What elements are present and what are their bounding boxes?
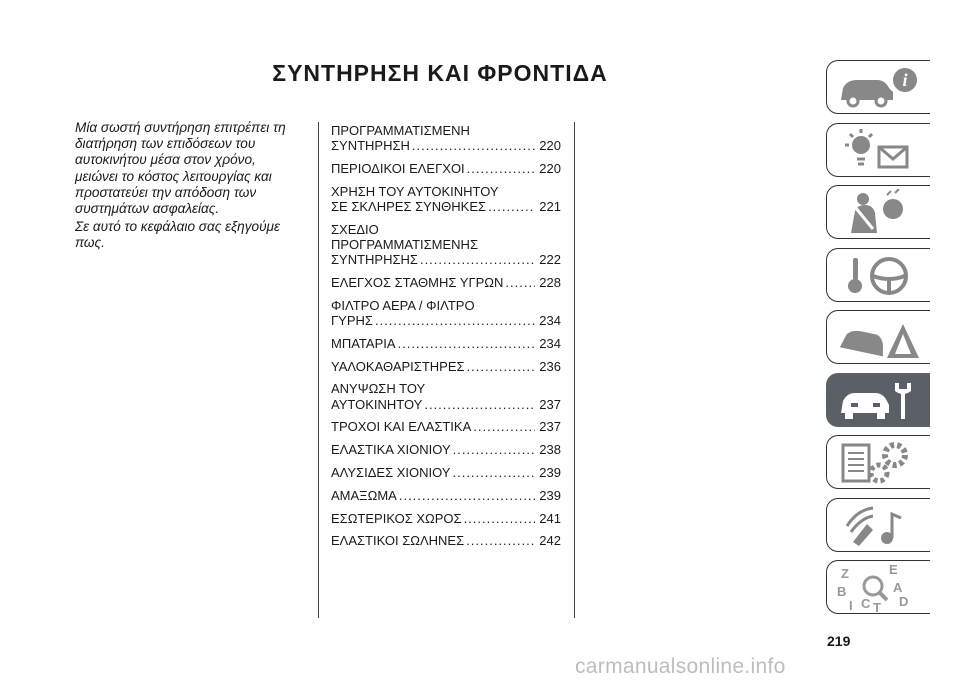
toc-entry-title: ΣΕ ΣΚΛΗΡΕΣ ΣΥΝΘΗΚΕΣ — [331, 199, 487, 214]
toc-entry-leader-row — [331, 161, 561, 176]
toc-entry[interactable] — [331, 275, 561, 290]
toc-dot-leader — [412, 138, 535, 153]
index-letter-c: C — [861, 596, 871, 611]
toc-dot-leader — [473, 419, 535, 434]
toc-entry-title: ΕΛΑΣΤΙΚΑ ΧΙΟΝΙΟΥ — [331, 442, 451, 458]
index-letter-d: D — [899, 594, 909, 609]
toc-entry-leader-row — [331, 275, 561, 290]
intro-paragraph-1: Μία σωστή συντήρηση επιτρέπει τη διατήρηση των επιδόσεων του αυτοκινήτου μέσα στον χρόνο, μειώνει το κόστος λειτουργίας και προστατεύει την απόδοση των συστημάτων ασφαλείας. — [75, 120, 286, 217]
toc-dot-leader — [424, 397, 535, 412]
index-letter-e: E — [889, 564, 898, 577]
toc-entry-leader-row — [331, 359, 561, 374]
toc-entry-title: ΕΛΑΣΤΙΚΟΙ ΣΩΛΗΝΕΣ — [331, 533, 465, 549]
column-divider-right — [574, 122, 575, 618]
toc-entry-line: ΧΡΗΣΗ ΤΟΥ ΑΥΤΟΚΙΝΗΤΟΥ — [331, 183, 499, 199]
index-letter-z: Z — [841, 566, 849, 581]
toc-entry-leader-row — [331, 336, 561, 351]
toc-entry[interactable] — [331, 465, 561, 480]
table-of-contents — [331, 123, 561, 556]
specifications-icon — [833, 439, 925, 487]
toc-entry[interactable] — [331, 123, 561, 153]
tab-emergency[interactable] — [826, 310, 930, 364]
toc-entry[interactable] — [331, 161, 561, 176]
toc-entry[interactable] — [331, 381, 561, 411]
toc-entry-title: ΑΜΑΞΩΜΑ — [331, 487, 397, 503]
toc-dot-leader — [466, 533, 535, 548]
multimedia-icon — [833, 502, 925, 550]
toc-entry-title: ΕΛΕΓΧΟΣ ΣΤΑΘΜΗΣ ΥΓΡΩΝ — [331, 275, 504, 290]
toc-entry-leader-row — [331, 511, 561, 526]
toc-page-number: 239 — [539, 487, 561, 503]
chapter-intro — [75, 120, 300, 254]
toc-entry[interactable] — [331, 184, 561, 214]
index-letter-i: I — [849, 598, 853, 612]
toc-dot-leader — [420, 252, 535, 267]
tab-index[interactable] — [826, 560, 930, 614]
toc-entry-line: ΦΙΛΤΡΟ ΑΕΡΑ / ΦΙΛΤΡΟ — [331, 297, 475, 313]
car-maintenance-icon — [833, 377, 925, 425]
toc-entry[interactable] — [331, 442, 561, 457]
tab-safety[interactable] — [826, 185, 930, 239]
car-info-icon — [833, 64, 925, 112]
toc-entry[interactable] — [331, 419, 561, 434]
chapter-tabs — [826, 60, 930, 623]
toc-dot-leader — [467, 161, 536, 176]
svg-text:i: i — [902, 70, 908, 90]
toc-entry-leader-row — [331, 397, 561, 412]
toc-page-number: 221 — [539, 199, 561, 214]
toc-entry-leader-row — [331, 138, 561, 153]
toc-page-number: 238 — [539, 442, 561, 458]
toc-entry-title: ΜΠΑΤΑΡΙΑ — [331, 335, 396, 351]
toc-entry[interactable] — [331, 533, 561, 548]
toc-entry[interactable] — [331, 511, 561, 526]
toc-entry-title: ΕΣΩΤΕΡΙΚΟΣ ΧΩΡΟΣ — [331, 510, 462, 526]
toc-entry[interactable] — [331, 222, 561, 268]
toc-dot-leader — [453, 442, 536, 457]
tab-maintenance[interactable] — [826, 373, 930, 427]
toc-page-number: 241 — [539, 510, 561, 526]
toc-dot-leader — [452, 465, 535, 480]
toc-dot-leader — [464, 511, 536, 526]
seatbelt-airbag-icon — [833, 189, 925, 237]
index-letter-b: B — [837, 584, 847, 599]
index-icon — [833, 564, 925, 612]
steering-wheel-icon — [833, 252, 925, 300]
toc-entry-title: ΑΥΤΟΚΙΝΗΤΟΥ — [331, 396, 423, 412]
watermark: carmanualsonline.info — [575, 655, 786, 678]
toc-entry-leader-row — [331, 252, 561, 267]
toc-page-number: 234 — [539, 313, 561, 328]
toc-entry[interactable] — [331, 336, 561, 351]
toc-entry-leader-row — [331, 419, 561, 434]
toc-dot-leader — [467, 359, 536, 374]
toc-entry-line: ΑΝΥΨΩΣΗ ΤΟΥ — [331, 381, 426, 397]
toc-page-number: 222 — [539, 252, 561, 268]
toc-entry[interactable] — [331, 488, 561, 503]
toc-page-number: 237 — [539, 396, 561, 412]
tab-multimedia[interactable] — [826, 498, 930, 552]
toc-page-number: 220 — [539, 138, 561, 154]
toc-dot-leader — [505, 275, 535, 290]
toc-dot-leader — [375, 313, 535, 328]
toc-page-number: 234 — [539, 335, 561, 351]
tab-car-info[interactable] — [826, 60, 930, 114]
warning-lights-icon — [833, 127, 925, 175]
toc-entry-title: ΤΡΟΧΟΙ ΚΑΙ ΕΛΑΣΤΙΚΑ — [331, 419, 472, 435]
toc-entry-line: ΠΡΟΓΡΑΜΜΑΤΙΣΜΕΝΗΣ — [331, 237, 478, 252]
toc-page-number: 239 — [539, 464, 561, 480]
toc-dot-leader — [488, 199, 535, 214]
toc-entry-title: ΑΛΥΣΙΔΕΣ ΧΙΟΝΙΟΥ — [331, 464, 451, 480]
toc-entry-title: ΥΑΛΟΚΑΘΑΡΙΣΤΗΡΕΣ — [331, 358, 465, 374]
toc-page-number: 242 — [539, 533, 561, 549]
toc-entry-leader-row — [331, 488, 561, 503]
toc-dot-leader — [398, 336, 536, 351]
tab-specifications[interactable] — [826, 435, 930, 489]
toc-dot-leader — [399, 488, 535, 503]
toc-entry[interactable] — [331, 359, 561, 374]
toc-page-number: 237 — [539, 419, 561, 435]
chapter-title: ΣΥΝΤΗΡΗΣΗ ΚΑΙ ΦΡΟΝΤΙΔΑ — [272, 60, 608, 86]
toc-entry[interactable] — [331, 298, 561, 328]
tab-warning-lights[interactable] — [826, 123, 930, 177]
index-letter-a: A — [893, 580, 903, 595]
toc-entry-leader-row — [331, 442, 561, 457]
toc-entry-title: ΠΕΡΙΟΔΙΚΟΙ ΕΛΕΓΧΟΙ — [331, 161, 465, 176]
page-number: 219 — [827, 633, 851, 649]
index-letter-t: T — [873, 600, 881, 612]
toc-page-number: 228 — [539, 275, 561, 290]
toc-entry-leader-row — [331, 465, 561, 480]
toc-entry-title: ΣΥΝΤΗΡΗΣΗ — [331, 138, 410, 154]
emergency-icon — [833, 314, 925, 362]
toc-entry-leader-row — [331, 199, 561, 214]
toc-entry-leader-row — [331, 533, 561, 548]
toc-page-number: 220 — [539, 161, 561, 176]
toc-entry-line: ΣΧΕΔΙΟ — [331, 221, 379, 237]
intro-paragraph-2: Σε αυτό το κεφάλαιο σας εξηγούμε πως. — [75, 219, 280, 251]
column-divider-left — [318, 122, 319, 618]
toc-page-number: 236 — [539, 358, 561, 374]
toc-entry-title: ΣΥΝΤΗΡΗΣΗΣ — [331, 252, 418, 268]
tab-starting-driving[interactable] — [826, 248, 930, 302]
toc-entry-title: ΓΥΡΗΣ — [331, 313, 373, 328]
toc-entry-leader-row — [331, 313, 561, 328]
toc-entry-line: ΠΡΟΓΡΑΜΜΑΤΙΣΜΕΝΗ — [331, 123, 470, 138]
